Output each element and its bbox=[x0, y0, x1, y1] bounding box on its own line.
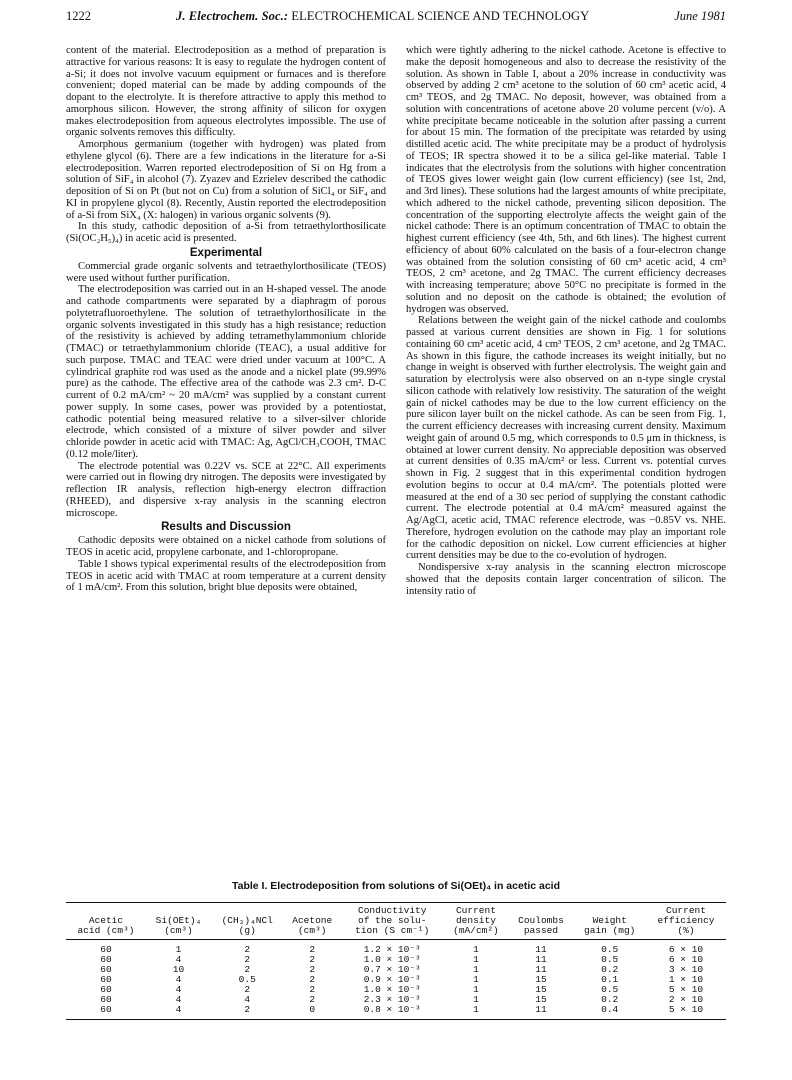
table-cell: 2 bbox=[309, 994, 316, 1005]
paragraph: content of the material. Electrodeposition as a method of preparation is attractive for various reasons: It is easy to regulate the hydrogen content of a-Si; it does not involve vacuum equipment or furnaces and is therefore convenient; doped material can be made by adding compounds of the dopant to the electrolyte. It is therefore attractive to apply this method to amorphous silicon. However, the strong affinity of silicon for oxygen makes electrodeposition from aqueous electrolytes impossible. The use of organic solvents removes this difficulty. bbox=[66, 45, 386, 139]
table-cell: 6 × 10 bbox=[668, 954, 704, 965]
table-cell: 1.0 × 10⁻³ bbox=[363, 954, 421, 965]
table-cell: 2 bbox=[244, 964, 251, 975]
table-cell: 60 bbox=[100, 944, 112, 955]
results-table bbox=[66, 902, 726, 1020]
table-cell: 4 bbox=[175, 954, 182, 965]
table-cell: 60 bbox=[100, 994, 112, 1005]
table-cell: 0.9 × 10⁻³ bbox=[363, 974, 421, 985]
table-cell: 0.5 bbox=[601, 944, 619, 955]
table-cell: 2 bbox=[244, 984, 251, 995]
paragraph: which were tightly adhering to the nickel cathode. Acetone is effective to make the deposit homogeneous and also to decrease the resistivity of the solution. As shown in Table I, about a 20% increase in conductivity was observed by adding 2 cm³ acetone to the solution of 60 cm³ acetic acid, 4 cm³ TEOS, and 2g TMAC. No deposit, however, was obtained from a solution with concentrations of acetone above 20 volume percent (v/o). A white precipitate became noticeable in the solution after passing a current for about 15 min. The formation of the precipitate was retarded by using distilled acetic acid. The white precipitate may be a product of hydrolysis of TEOS; IR spectra showed it to be a silica gel-like material. Table I indicates that the electrolysis from the solutions with higher concentration of TEOS gives lower weight gain (low current efficiency) (see 1st, 2nd, and 3rd lines). These solutions had the largest amounts of white precipitate, which adhered to the nickel cathode, preventing silicon deposition. The concentration of the supporting electrolyte affects the weight gain of the nickel cathode: There is an optimum concentration of TMAC to obtain the highest current efficiency (see 4th, 5th, and 6th lines). The highest current efficiency of about 60% calculated on the basis of a four-electron change was obtained from the solution consisting of 60 cm³ acetic acid, 4 cm³ TEOS, 2 cm³ acetone, and 2g TMAC. The current efficiency decreases with increasing temperature; above 50°C no precipitate is formed in the solution and no deposit on the cathode is obtained; the evolution of hydrogen was observed. bbox=[406, 45, 726, 315]
table-cell: 1 bbox=[175, 944, 182, 955]
table-cell: 0.5 bbox=[601, 984, 619, 995]
column-header: Weight gain (mg) bbox=[573, 903, 645, 940]
table-cell: 0.4 bbox=[573, 1005, 645, 1020]
table-cell: 0.5 bbox=[601, 954, 619, 965]
table-cell: 0.5 bbox=[238, 974, 256, 985]
table-cell: 0.2 bbox=[601, 994, 619, 1005]
column-header: Conductivity of the solu- tion (S cm⁻¹) bbox=[341, 903, 443, 940]
table-cell: 2 bbox=[309, 984, 316, 995]
table-cell: 1 bbox=[473, 964, 479, 975]
table-body bbox=[66, 940, 726, 1020]
table-cell: 3 × 10 bbox=[668, 964, 704, 975]
paragraph: Amorphous germanium (together with hydrogen) was plated from ethylene glycol (6). There are a few indications in the literature for a-Si electrodeposition. Warren reported electrodeposition of Si on Hg from a solution of SiF₄ in alcohol (7). Zyazev and Ezrielev described the cathodic deposition of Si on Pt (but not on Cu) from a solution of SiCl₄ or SiF₄ and KI in propylene glycol (8). Recently, Austin reported the electrodeposition of a-Si from SiX₄ (X: halogen) in various organic solvents (9). bbox=[66, 139, 386, 221]
table-cell: 60 bbox=[100, 984, 112, 995]
table-cell: 2 bbox=[211, 1005, 283, 1020]
table-cell: 1 bbox=[473, 994, 479, 1005]
table-cell: 11 bbox=[535, 954, 547, 965]
table-header-row bbox=[66, 903, 726, 940]
table-caption: Table I. Electrodeposition from solutions of Si(OEt)₄ in acetic acid bbox=[231, 880, 561, 892]
journal-title bbox=[176, 9, 589, 24]
table-cell: 5 × 10 bbox=[668, 984, 704, 995]
table-cell: 11 bbox=[535, 964, 547, 975]
column-header: Current density (mA/cm²) bbox=[443, 903, 508, 940]
table-cell: 2 bbox=[309, 954, 316, 965]
table-cell: 0 bbox=[283, 1005, 341, 1020]
table-cell: 4 bbox=[244, 994, 251, 1005]
left-column bbox=[66, 45, 386, 790]
table-cell: 10 bbox=[172, 964, 185, 975]
page-number: 1222 bbox=[66, 9, 91, 23]
column-header: Si(OEt)₄ (cm³) bbox=[146, 903, 211, 940]
table-cell: 1.0 × 10⁻³ bbox=[363, 984, 421, 995]
column-header: Coulombs passed bbox=[508, 903, 573, 940]
table-cell: 60 bbox=[100, 954, 112, 965]
table-cell: 15 bbox=[535, 974, 547, 985]
page-header bbox=[66, 9, 726, 29]
column-header: Current efficiency (%) bbox=[646, 903, 726, 940]
table-cell: 1 bbox=[473, 954, 479, 965]
table-cell: 2 bbox=[309, 974, 316, 985]
section-heading: Results and Discussion bbox=[161, 521, 291, 534]
body-columns bbox=[66, 45, 726, 790]
right-column bbox=[406, 45, 726, 790]
journal-full-title: ELECTROCHEMICAL SCIENCE AND TECHNOLOGY bbox=[288, 9, 590, 23]
table-cell: 60 bbox=[100, 964, 112, 975]
paragraph: The electrodeposition was carried out in an H-shaped vessel. The anode and cathode compartments were separated by a diaphragm of porous polytetrafluoroethylene. The solution of tetraethylorthosilicate in the organic solvents investigated in this study has a high resistance; reduction of the resistivity is achieved by adding tetramethylammonium chloride (TMAC) or tetraethylammonium chloride (TEAC), a usual additive for such purpose. TMAC and TEAC were dried under vacuum at 100°C. A cylindrical graphite rod was used as the anode and a nickel plate (99.99% pure) as the cathode. The effective area of the cathode was 2.3 cm². D-C current of 0.2 mA/cm² ~ 20 mA/cm² was supplied by a constant current power supply. In some cases, power was provided by a potentiostat, cathodic potential being measured relative to a silver-silver chloride electrode, which consisted of a mixture of silver powder and silver chloride powder in acetic acid with TMAC: Ag, AgCl/CH₃COOH, TMAC (0.12 mole/liter). bbox=[66, 284, 386, 460]
table-cell: 4 bbox=[175, 984, 182, 995]
journal-abbrev: J. Electrochem. Soc.: bbox=[175, 9, 289, 23]
table-cell: 1 bbox=[443, 1005, 508, 1020]
table-cell: 1 bbox=[473, 944, 479, 955]
table-cell: 0.7 × 10⁻³ bbox=[363, 964, 421, 975]
table-row bbox=[66, 1005, 726, 1020]
table-cell: 4 bbox=[146, 1005, 211, 1020]
column-header: (CH₃)₄NCl (g) bbox=[211, 903, 283, 940]
paragraph: The electrode potential was 0.22V vs. SCE at 22°C. All experiments were carried out in flowing dry nitrogen. The deposits were investigated by reflection IR analysis, reflection high-energy electron diffraction (RHEED), and dispersive x-ray analysis in the scanning electron microscope. bbox=[66, 460, 386, 519]
section-heading: Experimental bbox=[189, 246, 263, 259]
paragraph: Commercial grade organic solvents and tetraethylorthosilicate (TEOS) were used without further purification. bbox=[66, 260, 386, 284]
table-cell: 60 bbox=[66, 1005, 146, 1020]
table-cell: 0.2 bbox=[601, 964, 619, 975]
table-cell: 4 bbox=[175, 994, 182, 1005]
table-cell: 11 bbox=[535, 944, 547, 955]
table-cell: 60 bbox=[100, 974, 112, 985]
table-row bbox=[66, 940, 726, 956]
table-cell: 1.2 × 10⁻³ bbox=[363, 944, 421, 955]
table-cell: 6 × 10 bbox=[668, 944, 704, 955]
table-cell: 15 bbox=[535, 984, 547, 995]
column-header: Acetic acid (cm³) bbox=[66, 903, 146, 940]
table-cell: 0.1 bbox=[601, 974, 619, 985]
table-cell: 0.8 × 10⁻³ bbox=[341, 1005, 443, 1020]
paragraph: Relations between the weight gain of the nickel cathode and coulombs passed at various current densities are shown in Fig. 1 for solutions containing 60 cm³ acetic acid, 4 cm³ TEOS, 2 cm³ acetone, and 2g TMAC. As shown in this figure, the cathode increases its weight initially, but no change in weight is observed with further electrolysis. The weight gain and saturation by electrolysis were also observed on an n-type single crystal silicon cathode with relatively low resistivity. The saturation of the weight gain of nickel cathodes may be due to the low current efficiency on the pure silicon layer built on the nickel cathode. As can be seen from Fig. 1, the current efficiency decreases with increasing current density. Maximum weight gain of around 0.5 mg, which corresponds to 0.5 μm in thickness, is obtained at lower current density. No appreciable deposition was observed at current densities of 0.35 mA/cm² or less. Current vs. potential curves shown in Fig. 2 suggest that in this experimental condition hydrogen evolution begins to occur at 0.4 mA/cm². The potentials plotted were measured at the end of a 30 sec period of supplying the constant cathodic current. The electrode potential at 0.4 mA/cm² measured against the Ag/AgCl, acetic acid, TMAC reference electrode, was −0.85V vs. NHE. Therefore, hydrogen evolution on the cathode may play an important role for the cathodic deposition on nickel. Low current efficiencies at higher current densities may be due to the co-evolution of hydrogen. bbox=[406, 315, 726, 562]
table-cell: 1 bbox=[473, 974, 479, 985]
table-cell: 2 bbox=[244, 944, 251, 955]
table-cell: 1 × 10 bbox=[668, 974, 704, 985]
table-cell: 2 bbox=[309, 944, 316, 955]
table-cell: 5 × 10 bbox=[646, 1005, 726, 1020]
table-cell: 2 bbox=[309, 964, 316, 975]
table-cell: 15 bbox=[535, 994, 547, 1005]
table-cell: 4 bbox=[175, 974, 182, 985]
paragraph: Cathodic deposits were obtained on a nickel cathode from solutions of TEOS in acetic acid, propylene carbonate, and 1-chloropropane. bbox=[66, 535, 386, 558]
paragraph: In this study, cathodic deposition of a-Si from tetraethylorthosilicate (Si(OC₂H₅)₄) in acetic acid is presented. bbox=[66, 221, 386, 244]
table-cell: 2 × 10 bbox=[668, 994, 704, 1005]
issue-date: June 1981 bbox=[674, 9, 726, 23]
paragraph: Table I shows typical experimental results of the electrodeposition from TEOS in acetic acid with TMAC at room temperature at a current density of 1 mA/cm². From this solution, bright blue deposits were obtained, bbox=[66, 558, 386, 594]
table-cell: 11 bbox=[508, 1005, 573, 1020]
table-cell: 2 bbox=[244, 954, 251, 965]
table-cell: 1 bbox=[473, 984, 479, 995]
table-cell: 2.3 × 10⁻³ bbox=[363, 994, 421, 1005]
paragraph: Nondispersive x-ray analysis in the scanning electron microscope showed that the deposits contain larger concentration of silicon. The intensity ratio of bbox=[406, 562, 726, 597]
column-header: Acetone (cm³) bbox=[283, 903, 341, 940]
